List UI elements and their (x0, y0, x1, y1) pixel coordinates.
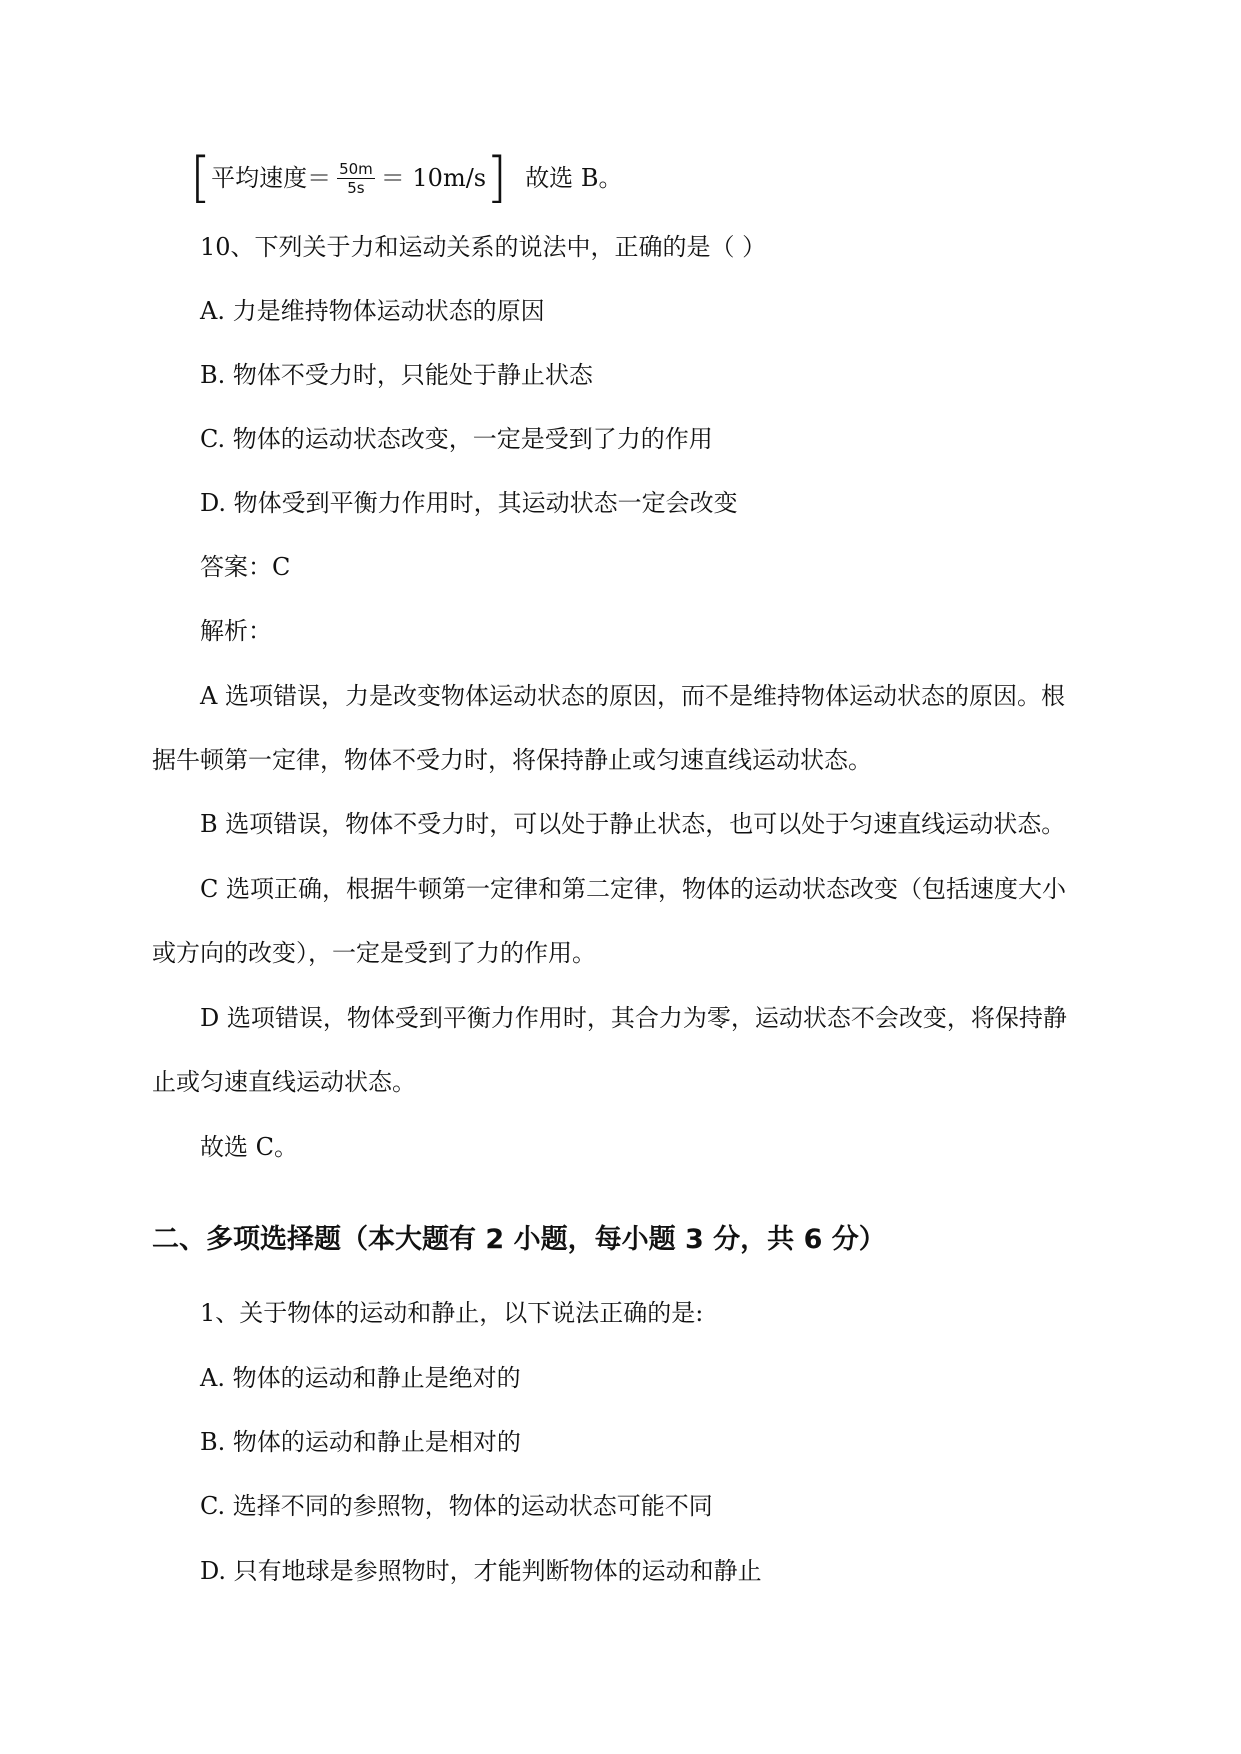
analysis-line-6: D 选项错误，物体受到平衡力作用时，其合力为零，运动状态不会改变，将保持静 (200, 1004, 1067, 1032)
question-1-option-c: C. 选择不同的参照物，物体的运动状态可能不同 (200, 1492, 713, 1520)
question-10-option-d: D. 物体受到平衡力作用时，其运动状态一定会改变 (200, 489, 738, 517)
analysis-line-7: 止或匀速直线运动状态。 (152, 1068, 416, 1096)
question-10-option-c: C. 物体的运动状态改变，一定是受到了力的作用 (200, 425, 713, 453)
analysis-line-1: A 选项错误，力是改变物体运动状态的原因，而不是维持物体运动状态的原因。根 (200, 682, 1065, 710)
analysis-line-3: B 选项错误，物体不受力时，可以处于静止状态，也可以处于匀速直线运动状态。 (200, 810, 1066, 838)
formula-result: ＝ 10m/s (380, 164, 487, 192)
question-10-stem: 10、下列关于力和运动关系的说法中，正确的是（ ） (200, 233, 767, 261)
question-1-option-d: D. 只有地球是参照物时，才能判断物体的运动和静止 (200, 1557, 762, 1585)
question-10-analysis-label: 解析： (200, 617, 272, 645)
bracket-close: ] (486, 146, 508, 209)
formula-fraction (337, 160, 375, 197)
question-1-option-a: A. 物体的运动和静止是绝对的 (200, 1364, 521, 1392)
question-10-option-b: B. 物体不受力时，只能处于静止状态 (200, 361, 593, 389)
formula-label: 平均速度＝ (211, 164, 332, 192)
analysis-line-4: C 选项正确，根据牛顿第一定律和第二定律，物体的运动状态改变（包括速度大小 (200, 875, 1066, 903)
analysis-line-2: 据牛顿第一定律，物体不受力时，将保持静止或匀速直线运动状态。 (152, 746, 872, 774)
question-1-option-b: B. 物体的运动和静止是相对的 (200, 1428, 521, 1456)
formula-conclusion: 故选 B。 (525, 164, 623, 192)
analysis-line-5: 或方向的改变），一定是受到了力的作用。 (152, 939, 596, 967)
question-1-stem: 1、关于物体的运动和静止，以下说法正确的是: (200, 1299, 704, 1327)
fraction-denominator: 5s (347, 178, 365, 197)
section-2-heading: 二、多项选择题（本大题有 2 小题，每小题 3 分，共 6 分） (152, 1224, 886, 1255)
fraction-numerator: 50m (339, 159, 373, 178)
question-10-option-a: A. 力是维持物体运动状态的原因 (200, 297, 545, 325)
question-10-conclusion: 故选 C。 (200, 1133, 298, 1161)
question-10-answer: 答案：C (200, 553, 291, 581)
bracket-open: [ (190, 146, 212, 209)
average-speed-formula (190, 148, 622, 208)
